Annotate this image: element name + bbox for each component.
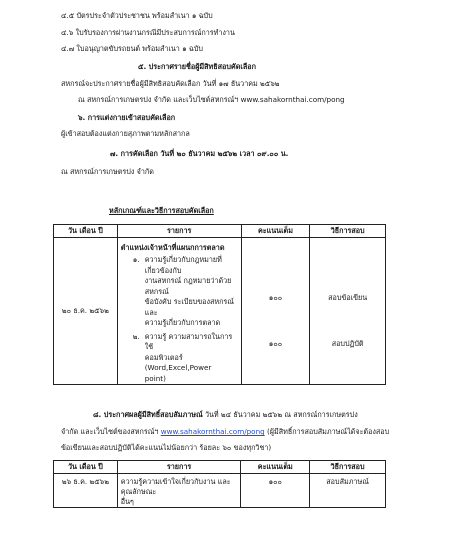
header-score: คะแนนเต็ม (241, 461, 310, 474)
section-5-url: www.sahakornthai.com/pong (240, 95, 345, 104)
item-4-5: ๔.๕ บัตรประจำตัวประชาชน พร้อมสำเนา ๑ ฉบับ (61, 11, 213, 20)
section-8-line3: ข้อเขียนและสอบปฏิบัติได้คะแนนไม่น้อยกว่า ร้อยละ ๖๐ ของทุกวิชา) (61, 443, 272, 452)
exam-item-2: ๒. ความรู้ ความสามารถในการใช้ คอมพิวเตอร์ (Word,Excel,Power point) (132, 331, 233, 383)
interview-table (53, 460, 386, 508)
item-4-7: ๔.๗ ใบอนุญาตขับรถยนต์ พร้อมสำเนา ๑ ฉบับ (61, 44, 203, 53)
position-title: ตำแหน่งเจ้าหน้าที่แผนกการตลาด (120, 243, 225, 252)
header-date: วัน เดือน ปี (54, 225, 118, 238)
method-cell (310, 238, 386, 385)
score-1: ๑๐๐ (268, 293, 283, 302)
criteria-table (53, 224, 386, 385)
header-item: รายการ (117, 461, 241, 474)
method-2: สอบปฏิบัติ (331, 339, 364, 348)
section-8-line2: จำกัด และเว็บไซต์ของสหกรณ์ฯ www.sahakornthai.com/pong (ผู้มีสิทธิ์การสอบสัมภาษณ์ได้จะต้องสอบ (61, 427, 390, 436)
exam-item-1: ๑. ความรู้เกี่ยวกับกฎหมายที่เกี่ยวข้องกับ งานสหกรณ์ กฎหมายว่าด้วยสหกรณ์ ข้อบังคับ ระเบียบของสหกรณ์ และ ความรู้เกี่ยวกับการตลาด (132, 255, 234, 327)
header-date: วัน เดือน ปี (54, 461, 118, 474)
section-6-heading: ๖. การแต่งกายเข้าสอบคัดเลือก (78, 113, 176, 122)
item-4-6: ๔.๖ ใบรับรองการผ่านงานกรณีมีประสบการณ์การทำงาน (61, 28, 235, 37)
section-5-line2: ณ สหกรณ์การเกษตรปง จำกัด และเว็บไซต์สหกรณ์ฯ www.sahakornthai.com/pong (78, 95, 345, 104)
table-header-row (54, 461, 386, 474)
table-row (54, 474, 386, 508)
header-score: คะแนนเต็ม (241, 225, 310, 238)
section-5-line1: สหกรณ์จะประกาศรายชื่อผู้มีสิทธิสอบคัดเลือก วันที่ ๑๗ ธันวาคม ๒๕๖๒ (61, 79, 280, 88)
header-method: วิธีการสอบ (310, 461, 386, 474)
interview-method: สอบสัมภาษณ์ (310, 474, 386, 508)
interview-items: ความรู้ความเข้าใจเกี่ยวกับงาน และคุณลักษณะ อื่นๆ (117, 474, 241, 508)
section-7-heading: ๗. การคัดเลือก วันที่ ๒๐ ธันวาคม ๒๕๖๒ เวลา ๐๙.๐๐ น. (110, 149, 289, 158)
table-row (54, 238, 386, 385)
method-1: สอบข้อเขียน (328, 293, 368, 302)
section-6-line1: ผู้เข้าสอบต้องแต่งกายสุภาพตามหลักสากล (61, 129, 190, 138)
section-5-heading: ๕. ประกาศรายชื่อผู้มีสิทธิสอบคัดเลือก (138, 62, 256, 71)
header-method: วิธีการสอบ (310, 225, 386, 238)
exam-items (117, 238, 241, 385)
header-item: รายการ (117, 225, 241, 238)
section-8-heading: ๘. ประกาศผลผู้มีสิทธิ์สอบสัมภาษณ์ วันที่ ๒๔ ธันวาคม ๒๕๖๒ ณ สหกรณ์การเกษตรปง (93, 410, 358, 419)
score-cell (241, 238, 310, 385)
section-7-line1: ณ สหกรณ์การเกษตรปง จำกัด (61, 167, 154, 176)
exam-date: ๒๐ ธ.ค. ๒๕๖๒ (54, 238, 118, 385)
score-2: ๑๐๐ (268, 339, 283, 348)
table-header-row (54, 225, 386, 238)
interview-score: ๑๐๐ (241, 474, 310, 508)
section-8-url[interactable]: www.sahakornthai.com/pong (160, 427, 265, 436)
interview-date: ๒๖ ธ.ค. ๒๕๖๒ (54, 474, 118, 508)
criteria-title: หลักเกณฑ์และวิธีการสอบคัดเลือก (109, 206, 214, 215)
